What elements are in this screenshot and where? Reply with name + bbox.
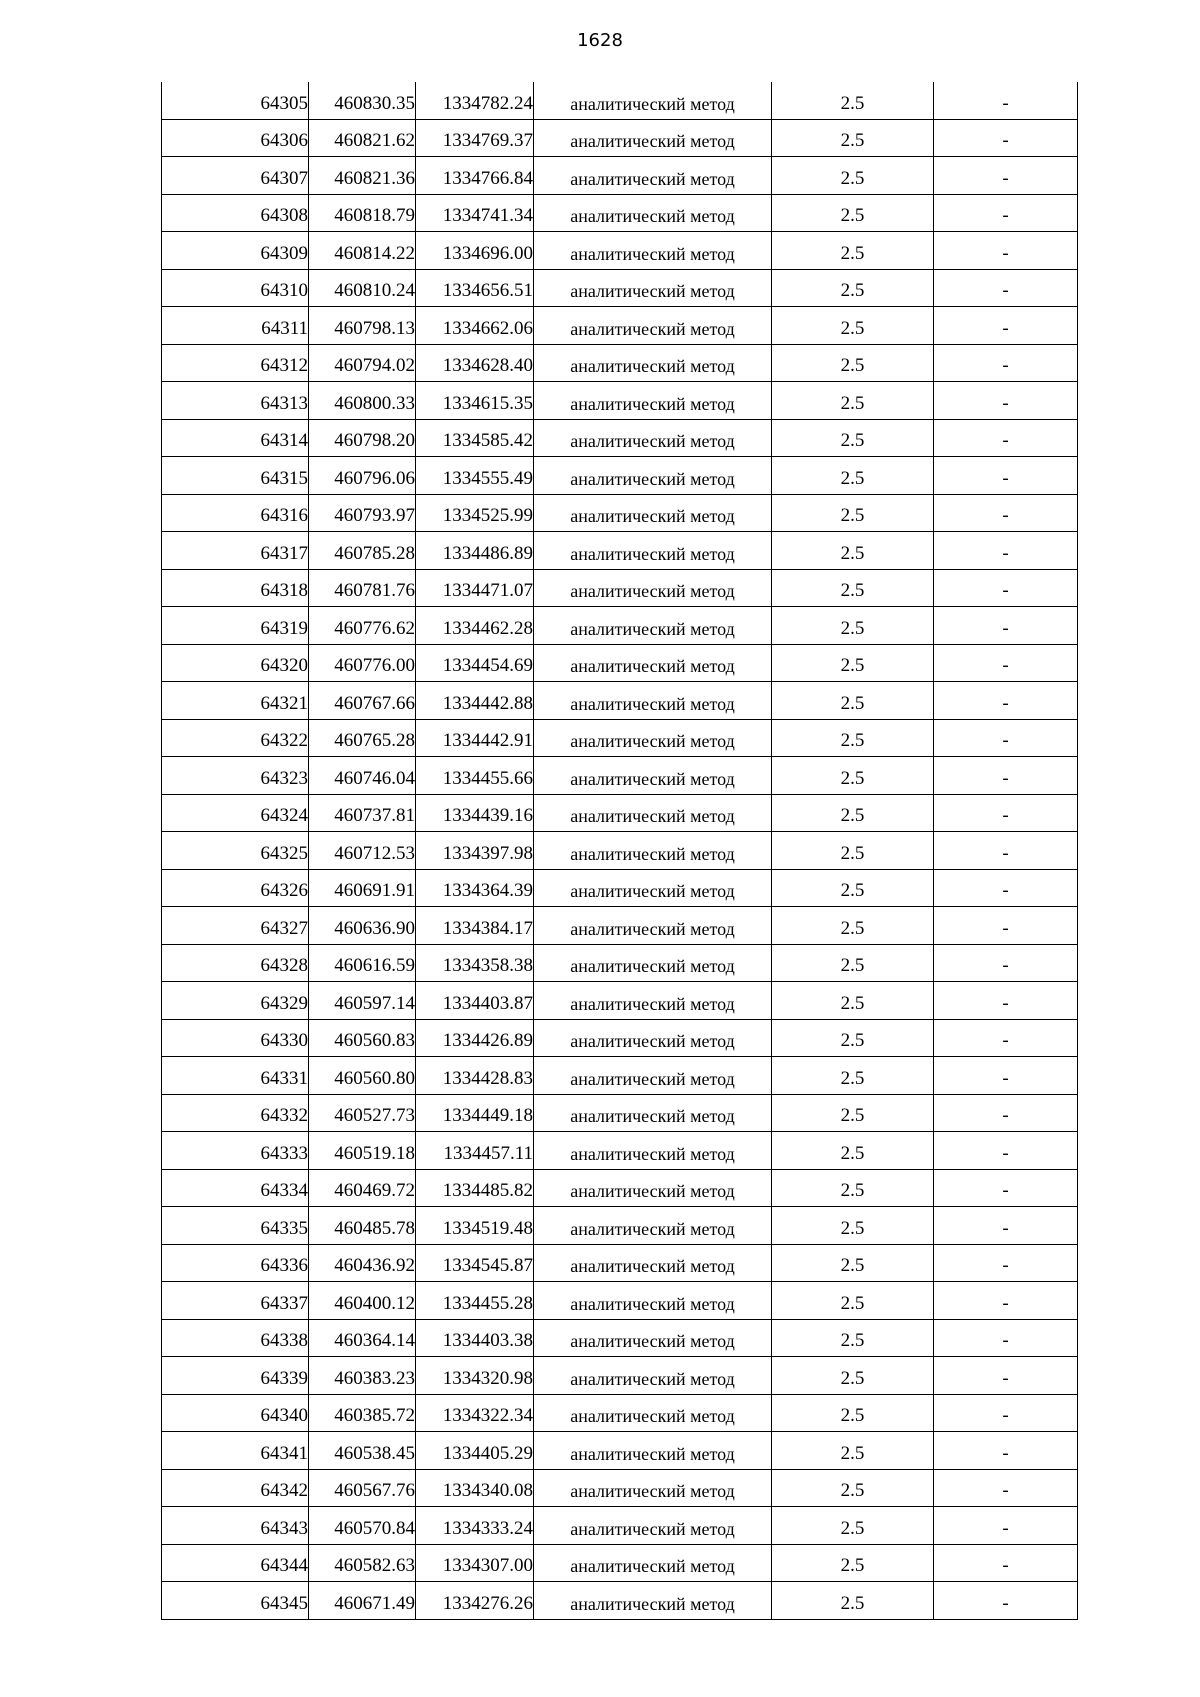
x-coordinate-cell: 460821.36	[309, 157, 416, 195]
point-id-cell: 64336	[162, 1244, 309, 1282]
note-cell: -	[934, 1094, 1078, 1132]
note-cell: -	[934, 719, 1078, 757]
note-cell: -	[934, 1169, 1078, 1207]
x-coordinate-cell: 460781.76	[309, 569, 416, 607]
table-row	[162, 907, 1078, 945]
note-cell: -	[934, 1507, 1078, 1545]
method-cell: аналитический метод	[534, 1544, 772, 1582]
table-row	[162, 419, 1078, 457]
x-coordinate-cell: 460776.00	[309, 644, 416, 682]
note-cell: -	[934, 232, 1078, 270]
point-id-cell: 64337	[162, 1282, 309, 1320]
note-cell: -	[934, 119, 1078, 157]
accuracy-cell: 2.5	[772, 232, 934, 270]
point-id-cell: 64332	[162, 1094, 309, 1132]
y-coordinate-cell: 1334585.42	[416, 419, 534, 457]
x-coordinate-cell: 460814.22	[309, 232, 416, 270]
x-coordinate-cell: 460796.06	[309, 457, 416, 495]
accuracy-cell: 2.5	[772, 1169, 934, 1207]
x-coordinate-cell: 460712.53	[309, 832, 416, 870]
table-row	[162, 1544, 1078, 1582]
table-body	[162, 82, 1078, 1619]
y-coordinate-cell: 1334696.00	[416, 232, 534, 270]
y-coordinate-cell: 1334662.06	[416, 307, 534, 345]
accuracy-cell: 2.5	[772, 1094, 934, 1132]
point-id-cell: 64338	[162, 1319, 309, 1357]
accuracy-cell: 2.5	[772, 944, 934, 982]
note-cell: -	[934, 682, 1078, 720]
method-cell: аналитический метод	[534, 494, 772, 532]
note-cell: -	[934, 344, 1078, 382]
accuracy-cell: 2.5	[772, 382, 934, 420]
note-cell: -	[934, 569, 1078, 607]
method-cell: аналитический метод	[534, 269, 772, 307]
x-coordinate-cell: 460794.02	[309, 344, 416, 382]
y-coordinate-cell: 1334656.51	[416, 269, 534, 307]
point-id-cell: 64307	[162, 157, 309, 195]
point-id-cell: 64314	[162, 419, 309, 457]
note-cell: -	[934, 1544, 1078, 1582]
x-coordinate-cell: 460519.18	[309, 1132, 416, 1170]
y-coordinate-cell: 1334442.88	[416, 682, 534, 720]
table-row	[162, 269, 1078, 307]
table-row	[162, 794, 1078, 832]
y-coordinate-cell: 1334462.28	[416, 607, 534, 645]
accuracy-cell: 2.5	[772, 1394, 934, 1432]
table-row	[162, 157, 1078, 195]
table-row	[162, 1394, 1078, 1432]
y-coordinate-cell: 1334426.89	[416, 1019, 534, 1057]
note-cell: -	[934, 607, 1078, 645]
note-cell: -	[934, 944, 1078, 982]
table-row	[162, 1507, 1078, 1545]
y-coordinate-cell: 1334442.91	[416, 719, 534, 757]
table-row	[162, 944, 1078, 982]
accuracy-cell: 2.5	[772, 869, 934, 907]
x-coordinate-cell: 460383.23	[309, 1357, 416, 1395]
accuracy-cell: 2.5	[772, 532, 934, 570]
y-coordinate-cell: 1334397.98	[416, 832, 534, 870]
method-cell: аналитический метод	[534, 1582, 772, 1620]
accuracy-cell: 2.5	[772, 1057, 934, 1095]
y-coordinate-cell: 1334519.48	[416, 1207, 534, 1245]
table-row	[162, 607, 1078, 645]
note-cell: -	[934, 307, 1078, 345]
point-id-cell: 64325	[162, 832, 309, 870]
method-cell: аналитический метод	[534, 457, 772, 495]
point-id-cell: 64345	[162, 1582, 309, 1620]
x-coordinate-cell: 460737.81	[309, 794, 416, 832]
point-id-cell: 64341	[162, 1432, 309, 1470]
x-coordinate-cell: 460560.80	[309, 1057, 416, 1095]
table-row	[162, 1319, 1078, 1357]
y-coordinate-cell: 1334449.18	[416, 1094, 534, 1132]
x-coordinate-cell: 460400.12	[309, 1282, 416, 1320]
note-cell: -	[934, 382, 1078, 420]
x-coordinate-cell: 460364.14	[309, 1319, 416, 1357]
point-id-cell: 64320	[162, 644, 309, 682]
x-coordinate-cell: 460691.91	[309, 869, 416, 907]
y-coordinate-cell: 1334485.82	[416, 1169, 534, 1207]
table-row	[162, 494, 1078, 532]
table-row	[162, 1357, 1078, 1395]
method-cell: аналитический метод	[534, 607, 772, 645]
note-cell: -	[934, 457, 1078, 495]
x-coordinate-cell: 460436.92	[309, 1244, 416, 1282]
method-cell: аналитический метод	[534, 82, 772, 119]
table-row	[162, 1244, 1078, 1282]
note-cell: -	[934, 832, 1078, 870]
point-id-cell: 64308	[162, 194, 309, 232]
table-row	[162, 1019, 1078, 1057]
note-cell: -	[934, 269, 1078, 307]
method-cell: аналитический метод	[534, 794, 772, 832]
table-row	[162, 1169, 1078, 1207]
table-row	[162, 119, 1078, 157]
y-coordinate-cell: 1334276.26	[416, 1582, 534, 1620]
method-cell: аналитический метод	[534, 682, 772, 720]
point-id-cell: 64328	[162, 944, 309, 982]
method-cell: аналитический метод	[534, 832, 772, 870]
table-row	[162, 1582, 1078, 1620]
point-id-cell: 64333	[162, 1132, 309, 1170]
y-coordinate-cell: 1334322.34	[416, 1394, 534, 1432]
method-cell: аналитический метод	[534, 1319, 772, 1357]
note-cell: -	[934, 194, 1078, 232]
y-coordinate-cell: 1334766.84	[416, 157, 534, 195]
y-coordinate-cell: 1334455.28	[416, 1282, 534, 1320]
point-id-cell: 64343	[162, 1507, 309, 1545]
table-row	[162, 1057, 1078, 1095]
point-id-cell: 64327	[162, 907, 309, 945]
note-cell: -	[934, 157, 1078, 195]
y-coordinate-cell: 1334555.49	[416, 457, 534, 495]
note-cell: -	[934, 1282, 1078, 1320]
method-cell: аналитический метод	[534, 532, 772, 570]
accuracy-cell: 2.5	[772, 1507, 934, 1545]
x-coordinate-cell: 460821.62	[309, 119, 416, 157]
method-cell: аналитический метод	[534, 1019, 772, 1057]
accuracy-cell: 2.5	[772, 1469, 934, 1507]
accuracy-cell: 2.5	[772, 982, 934, 1020]
x-coordinate-cell: 460767.66	[309, 682, 416, 720]
y-coordinate-cell: 1334615.35	[416, 382, 534, 420]
y-coordinate-cell: 1334782.24	[416, 82, 534, 119]
table-row	[162, 1094, 1078, 1132]
point-id-cell: 64313	[162, 382, 309, 420]
note-cell: -	[934, 1357, 1078, 1395]
method-cell: аналитический метод	[534, 157, 772, 195]
y-coordinate-cell: 1334340.08	[416, 1469, 534, 1507]
method-cell: аналитический метод	[534, 1094, 772, 1132]
point-id-cell: 64331	[162, 1057, 309, 1095]
point-id-cell: 64318	[162, 569, 309, 607]
note-cell: -	[934, 1019, 1078, 1057]
table-row	[162, 307, 1078, 345]
x-coordinate-cell: 460636.90	[309, 907, 416, 945]
y-coordinate-cell: 1334384.17	[416, 907, 534, 945]
method-cell: аналитический метод	[534, 119, 772, 157]
point-id-cell: 64344	[162, 1544, 309, 1582]
note-cell: -	[934, 532, 1078, 570]
note-cell: -	[934, 1469, 1078, 1507]
note-cell: -	[934, 1132, 1078, 1170]
method-cell: аналитический метод	[534, 1169, 772, 1207]
point-id-cell: 64324	[162, 794, 309, 832]
point-id-cell: 64321	[162, 682, 309, 720]
x-coordinate-cell: 460527.73	[309, 1094, 416, 1132]
accuracy-cell: 2.5	[772, 1019, 934, 1057]
method-cell: аналитический метод	[534, 569, 772, 607]
x-coordinate-cell: 460582.63	[309, 1544, 416, 1582]
point-id-cell: 64305	[162, 82, 309, 119]
table-row	[162, 682, 1078, 720]
point-id-cell: 64342	[162, 1469, 309, 1507]
table-row	[162, 1207, 1078, 1245]
note-cell: -	[934, 1432, 1078, 1470]
method-cell: аналитический метод	[534, 982, 772, 1020]
x-coordinate-cell: 460793.97	[309, 494, 416, 532]
note-cell: -	[934, 1582, 1078, 1620]
accuracy-cell: 2.5	[772, 569, 934, 607]
table-row	[162, 1282, 1078, 1320]
note-cell: -	[934, 907, 1078, 945]
y-coordinate-cell: 1334486.89	[416, 532, 534, 570]
x-coordinate-cell: 460798.13	[309, 307, 416, 345]
table-row	[162, 82, 1078, 119]
accuracy-cell: 2.5	[772, 1207, 934, 1245]
x-coordinate-cell: 460560.83	[309, 1019, 416, 1057]
y-coordinate-cell: 1334333.24	[416, 1507, 534, 1545]
point-id-cell: 64317	[162, 532, 309, 570]
accuracy-cell: 2.5	[772, 119, 934, 157]
method-cell: аналитический метод	[534, 719, 772, 757]
table-row	[162, 194, 1078, 232]
point-id-cell: 64340	[162, 1394, 309, 1432]
y-coordinate-cell: 1334439.16	[416, 794, 534, 832]
x-coordinate-cell: 460385.72	[309, 1394, 416, 1432]
point-id-cell: 64322	[162, 719, 309, 757]
point-id-cell: 64329	[162, 982, 309, 1020]
point-id-cell: 64306	[162, 119, 309, 157]
method-cell: аналитический метод	[534, 1394, 772, 1432]
table-row	[162, 644, 1078, 682]
x-coordinate-cell: 460765.28	[309, 719, 416, 757]
table-row	[162, 869, 1078, 907]
method-cell: аналитический метод	[534, 869, 772, 907]
accuracy-cell: 2.5	[772, 682, 934, 720]
accuracy-cell: 2.5	[772, 719, 934, 757]
x-coordinate-cell: 460746.04	[309, 757, 416, 795]
x-coordinate-cell: 460469.72	[309, 1169, 416, 1207]
y-coordinate-cell: 1334454.69	[416, 644, 534, 682]
note-cell: -	[934, 757, 1078, 795]
x-coordinate-cell: 460567.76	[309, 1469, 416, 1507]
point-id-cell: 64334	[162, 1169, 309, 1207]
point-id-cell: 64319	[162, 607, 309, 645]
y-coordinate-cell: 1334628.40	[416, 344, 534, 382]
method-cell: аналитический метод	[534, 1057, 772, 1095]
note-cell: -	[934, 1057, 1078, 1095]
note-cell: -	[934, 644, 1078, 682]
table-row	[162, 232, 1078, 270]
note-cell: -	[934, 1319, 1078, 1357]
method-cell: аналитический метод	[534, 1469, 772, 1507]
x-coordinate-cell: 460810.24	[309, 269, 416, 307]
y-coordinate-cell: 1334405.29	[416, 1432, 534, 1470]
point-id-cell: 64330	[162, 1019, 309, 1057]
method-cell: аналитический метод	[534, 1132, 772, 1170]
note-cell: -	[934, 494, 1078, 532]
y-coordinate-cell: 1334455.66	[416, 757, 534, 795]
table-row	[162, 532, 1078, 570]
table-row	[162, 719, 1078, 757]
page-number: 1628	[577, 30, 623, 51]
method-cell: аналитический метод	[534, 419, 772, 457]
x-coordinate-cell: 460570.84	[309, 1507, 416, 1545]
accuracy-cell: 2.5	[772, 269, 934, 307]
y-coordinate-cell: 1334307.00	[416, 1544, 534, 1582]
accuracy-cell: 2.5	[772, 644, 934, 682]
x-coordinate-cell: 460616.59	[309, 944, 416, 982]
x-coordinate-cell: 460818.79	[309, 194, 416, 232]
method-cell: аналитический метод	[534, 344, 772, 382]
point-id-cell: 64315	[162, 457, 309, 495]
accuracy-cell: 2.5	[772, 82, 934, 119]
note-cell: -	[934, 419, 1078, 457]
accuracy-cell: 2.5	[772, 1244, 934, 1282]
method-cell: аналитический метод	[534, 944, 772, 982]
note-cell: -	[934, 1244, 1078, 1282]
method-cell: аналитический метод	[534, 907, 772, 945]
point-id-cell: 64339	[162, 1357, 309, 1395]
point-id-cell: 64311	[162, 307, 309, 345]
method-cell: аналитический метод	[534, 1207, 772, 1245]
y-coordinate-cell: 1334741.34	[416, 194, 534, 232]
accuracy-cell: 2.5	[772, 1357, 934, 1395]
x-coordinate-cell: 460538.45	[309, 1432, 416, 1470]
y-coordinate-cell: 1334428.83	[416, 1057, 534, 1095]
y-coordinate-cell: 1334364.39	[416, 869, 534, 907]
table-row	[162, 1432, 1078, 1470]
accuracy-cell: 2.5	[772, 1582, 934, 1620]
accuracy-cell: 2.5	[772, 494, 934, 532]
method-cell: аналитический метод	[534, 307, 772, 345]
y-coordinate-cell: 1334545.87	[416, 1244, 534, 1282]
table-row	[162, 982, 1078, 1020]
accuracy-cell: 2.5	[772, 194, 934, 232]
y-coordinate-cell: 1334403.38	[416, 1319, 534, 1357]
note-cell: -	[934, 982, 1078, 1020]
accuracy-cell: 2.5	[772, 832, 934, 870]
accuracy-cell: 2.5	[772, 907, 934, 945]
accuracy-cell: 2.5	[772, 1132, 934, 1170]
method-cell: аналитический метод	[534, 1244, 772, 1282]
note-cell: -	[934, 1207, 1078, 1245]
point-id-cell: 64323	[162, 757, 309, 795]
table-row	[162, 757, 1078, 795]
x-coordinate-cell: 460776.62	[309, 607, 416, 645]
method-cell: аналитический метод	[534, 1282, 772, 1320]
method-cell: аналитический метод	[534, 382, 772, 420]
accuracy-cell: 2.5	[772, 757, 934, 795]
accuracy-cell: 2.5	[772, 307, 934, 345]
y-coordinate-cell: 1334525.99	[416, 494, 534, 532]
table-row	[162, 1132, 1078, 1170]
table-row	[162, 344, 1078, 382]
y-coordinate-cell: 1334457.11	[416, 1132, 534, 1170]
point-id-cell: 64312	[162, 344, 309, 382]
accuracy-cell: 2.5	[772, 607, 934, 645]
table-row	[162, 1469, 1078, 1507]
accuracy-cell: 2.5	[772, 1282, 934, 1320]
table-row	[162, 569, 1078, 607]
x-coordinate-cell: 460830.35	[309, 82, 416, 119]
accuracy-cell: 2.5	[772, 1432, 934, 1470]
y-coordinate-cell: 1334358.38	[416, 944, 534, 982]
method-cell: аналитический метод	[534, 1432, 772, 1470]
y-coordinate-cell: 1334403.87	[416, 982, 534, 1020]
coordinates-table	[161, 82, 1078, 1620]
table-row	[162, 382, 1078, 420]
point-id-cell: 64326	[162, 869, 309, 907]
method-cell: аналитический метод	[534, 1507, 772, 1545]
x-coordinate-cell: 460485.78	[309, 1207, 416, 1245]
accuracy-cell: 2.5	[772, 794, 934, 832]
point-id-cell: 64309	[162, 232, 309, 270]
x-coordinate-cell: 460798.20	[309, 419, 416, 457]
x-coordinate-cell: 460671.49	[309, 1582, 416, 1620]
accuracy-cell: 2.5	[772, 157, 934, 195]
accuracy-cell: 2.5	[772, 344, 934, 382]
method-cell: аналитический метод	[534, 757, 772, 795]
point-id-cell: 64335	[162, 1207, 309, 1245]
point-id-cell: 64316	[162, 494, 309, 532]
accuracy-cell: 2.5	[772, 419, 934, 457]
accuracy-cell: 2.5	[772, 1319, 934, 1357]
note-cell: -	[934, 794, 1078, 832]
y-coordinate-cell: 1334320.98	[416, 1357, 534, 1395]
x-coordinate-cell: 460800.33	[309, 382, 416, 420]
method-cell: аналитический метод	[534, 194, 772, 232]
x-coordinate-cell: 460785.28	[309, 532, 416, 570]
x-coordinate-cell: 460597.14	[309, 982, 416, 1020]
method-cell: аналитический метод	[534, 232, 772, 270]
note-cell: -	[934, 1394, 1078, 1432]
accuracy-cell: 2.5	[772, 457, 934, 495]
point-id-cell: 64310	[162, 269, 309, 307]
accuracy-cell: 2.5	[772, 1544, 934, 1582]
y-coordinate-cell: 1334769.37	[416, 119, 534, 157]
method-cell: аналитический метод	[534, 644, 772, 682]
y-coordinate-cell: 1334471.07	[416, 569, 534, 607]
table-row	[162, 832, 1078, 870]
table-row	[162, 457, 1078, 495]
note-cell: -	[934, 869, 1078, 907]
note-cell: -	[934, 82, 1078, 119]
method-cell: аналитический метод	[534, 1357, 772, 1395]
